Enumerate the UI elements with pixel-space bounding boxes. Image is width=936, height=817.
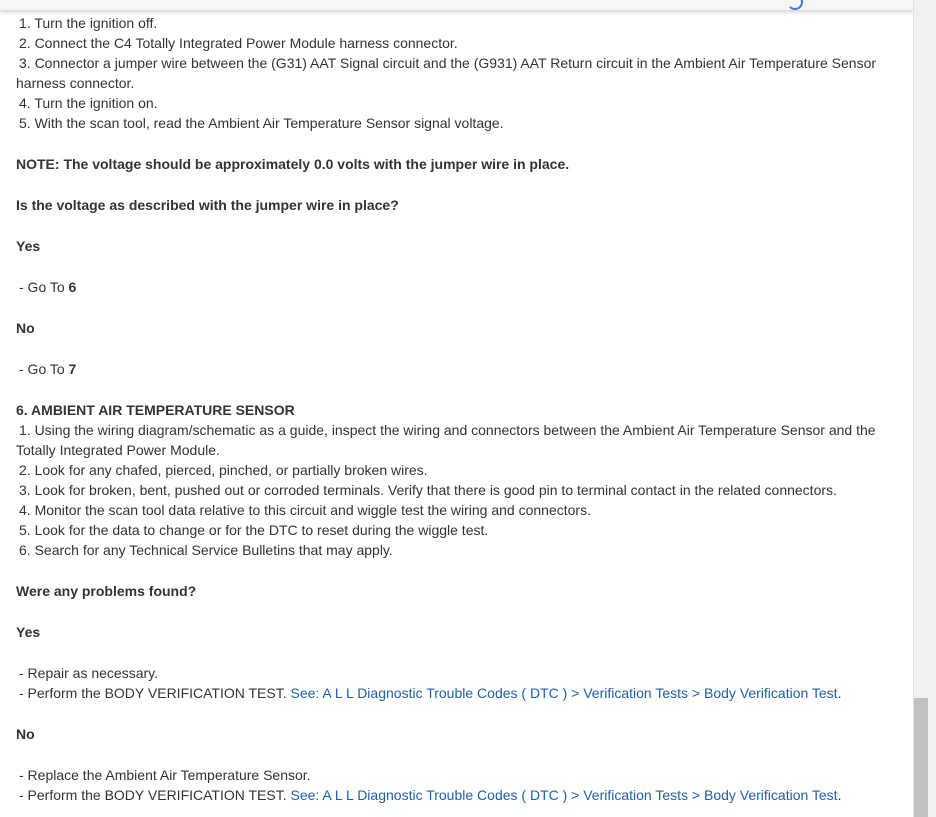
- body-verification-link[interactable]: See: A L L Diagnostic Trouble Codes ( DTC ) > Verification Tests > Body Verification Test: [290, 787, 838, 803]
- goto-yes: [16, 277, 896, 297]
- no-label-5: No: [16, 320, 35, 336]
- perform-suffix: .: [837, 685, 842, 701]
- goto-yes-prefix: - Go To: [19, 279, 69, 295]
- no-label-6: No: [16, 726, 35, 742]
- scrollbar-thumb[interactable]: [914, 698, 928, 817]
- goto-step-7[interactable]: 7: [68, 361, 77, 377]
- step-6-4: 4. Monitor the scan tool data relative to this circuit and wiggle test the wiring and connectors.: [19, 502, 591, 518]
- step-5-4: 4. Turn the ignition on.: [19, 95, 158, 111]
- body-verification-link[interactable]: See: A L L Diagnostic Trouble Codes ( DTC ) > Verification Tests > Body Verification Test: [290, 685, 838, 701]
- perform-suffix: .: [837, 787, 842, 803]
- goto-step-6[interactable]: 6: [68, 279, 77, 295]
- step-5-1: 1. Turn the ignition off.: [19, 15, 158, 31]
- goto-no-prefix: - Go To: [19, 361, 69, 377]
- step-6-3: 3. Look for broken, bent, pushed out or corroded terminals. Verify that there is good pin to terminal contact in the related connectors.: [19, 482, 837, 498]
- perform-verification-yes: [16, 683, 896, 703]
- goto-no: [16, 359, 896, 379]
- yes-label-5: Yes: [16, 238, 41, 254]
- step-5-3: 3. Connector a jumper wire between the (G31) AAT Signal circuit and the (G931) AAT Return circuit in the Ambient Air Temperature Sensor harness connector.: [16, 55, 877, 91]
- step-5-2: 2. Connect the C4 Totally Integrated Power Module harness connector.: [19, 35, 458, 51]
- step-6-6: 6. Search for any Technical Service Bulletins that may apply.: [19, 542, 393, 558]
- step-5-5: 5. With the scan tool, read the Ambient Air Temperature Sensor signal voltage.: [19, 115, 504, 131]
- document-content: [16, 13, 896, 805]
- section-6-heading: 6. AMBIENT AIR TEMPERATURE SENSOR: [16, 402, 295, 418]
- perform-verification-no: [16, 785, 896, 805]
- repair-action: - Repair as necessary.: [19, 665, 159, 681]
- perform-prefix: - Perform the BODY VERIFICATION TEST.: [19, 787, 291, 803]
- scrollbar-track[interactable]: [913, 0, 936, 817]
- question-5: Is the voltage as described with the jumper wire in place?: [16, 197, 399, 213]
- step-6-2: 2. Look for any chafed, pierced, pinched, or partially broken wires.: [19, 462, 428, 478]
- perform-prefix: - Perform the BODY VERIFICATION TEST.: [19, 685, 291, 701]
- replace-action: - Replace the Ambient Air Temperature Sensor.: [19, 767, 311, 783]
- toolbar-icon[interactable]: [787, 0, 803, 10]
- step-6-1: 1. Using the wiring diagram/schematic as a guide, inspect the wiring and connectors between the Ambient Air Temperature Sensor and the Totally Integrated Power Module.: [16, 422, 876, 458]
- top-toolbar: [0, 0, 913, 11]
- yes-label-6: Yes: [16, 624, 41, 640]
- step-6-5: 5. Look for the data to change or for the DTC to reset during the wiggle test.: [19, 522, 489, 538]
- note: NOTE: The voltage should be approximately 0.0 volts with the jumper wire in place.: [16, 156, 570, 172]
- question-6: Were any problems found?: [16, 583, 197, 599]
